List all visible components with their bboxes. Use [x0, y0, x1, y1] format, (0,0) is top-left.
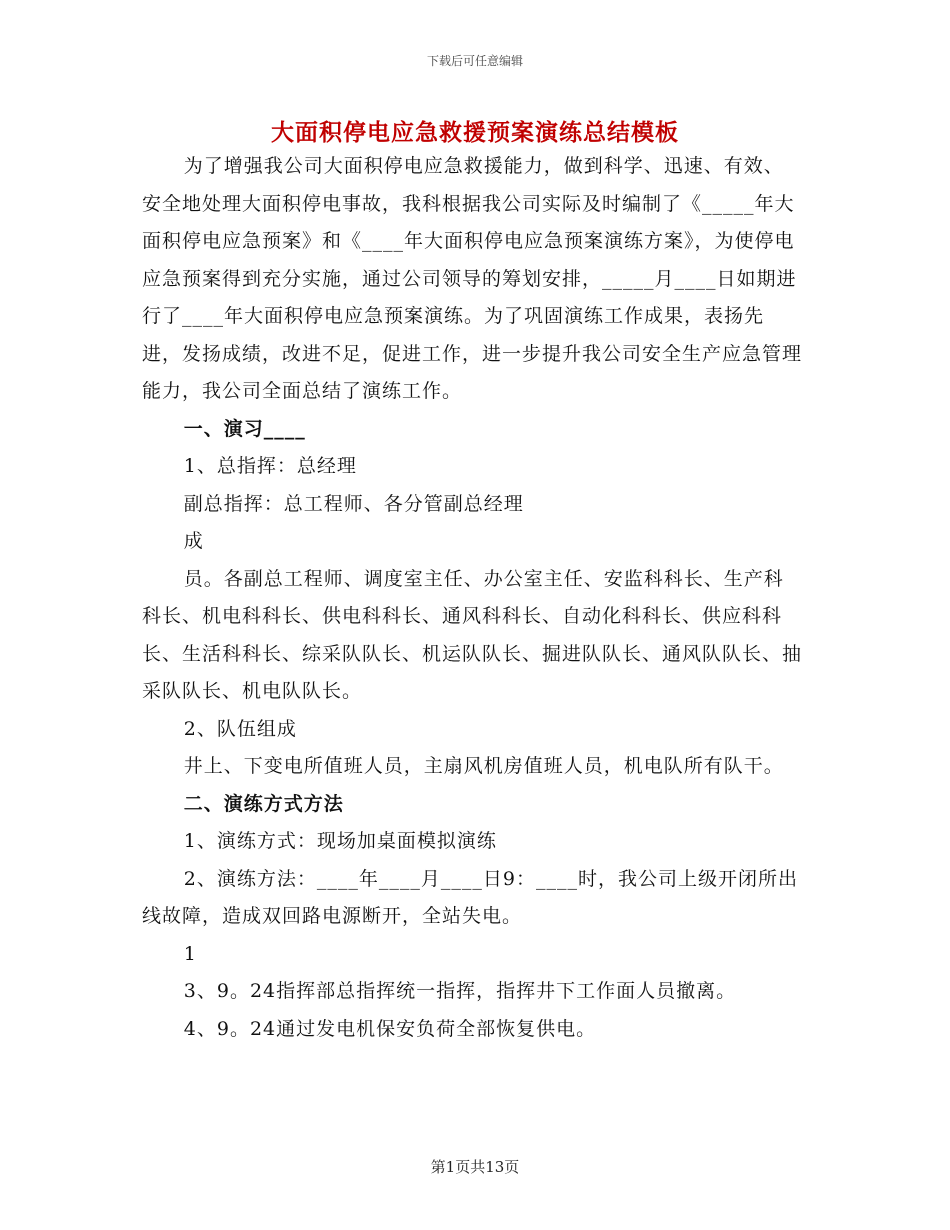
step-3: 3、9。24指挥部总指挥统一指挥，指挥井下工作面人员撤离。	[183, 980, 737, 1002]
document-body	[142, 148, 802, 1048]
intro-paragraph: 为了增强我公司大面积停电应急救援能力，做到科学、迅速、有效、安全地处理大面积停电事故，我科根据我公司实际及时编制了《_____年大面积停电应急预案》和《____年大面积停电应急预案演练方案》，为使停电应急预案得到充分实施，通过公司领导的筹划安排，_____月____日如期进行了____年大面积停电应急预案演练。为了巩固演练工作成果，表扬先进，发扬成绩，改进不足，促进工作，进一步提升我公司安全生产应急管理能力，我公司全面总结了演练工作。	[142, 155, 803, 402]
section2-heading: 二、演练方式方法	[183, 792, 344, 815]
members-label: 成	[183, 530, 204, 552]
team-paragraph: 井上、下变电所值班人员，主扇风机房值班人员，机电队所有队干。	[183, 755, 784, 777]
method-type: 1、演练方式：现场加桌面模拟演练	[183, 830, 497, 852]
page-number: 第1页共13页	[430, 1158, 520, 1176]
item-team-composition: 2、队伍组成	[183, 717, 297, 740]
section1-heading: 一、演习____	[183, 417, 306, 440]
method-detail: 2、演练方法：____年____月____日9：____时，我公司上级开闭所出线故障，造成双回路电源断开，全站失电。	[142, 867, 798, 927]
item-commander: 1、总指挥：总经理	[183, 455, 357, 477]
header-note: 下载后可任意编辑	[426, 54, 523, 68]
members-paragraph: 员。各副总工程师、调度室主任、办公室主任、安监科科长、生产科科长、机电科科长、供电科科长、通风科科长、自动化科科长、供应科科长、生活科科长、综采队队长、机运队队长、掘进队队长、通风队队长、抽采队队长、机电队队长。	[142, 567, 803, 702]
item-deputy-commander: 副总指挥：总工程师、各分管副总经理	[183, 492, 524, 515]
stray-number: 1	[183, 942, 197, 965]
step-4: 4、9。24通过发电机保安负荷全部恢复供电。	[183, 1017, 597, 1040]
document-title: 大面积停电应急救援预案演练总结模板	[271, 119, 679, 146]
